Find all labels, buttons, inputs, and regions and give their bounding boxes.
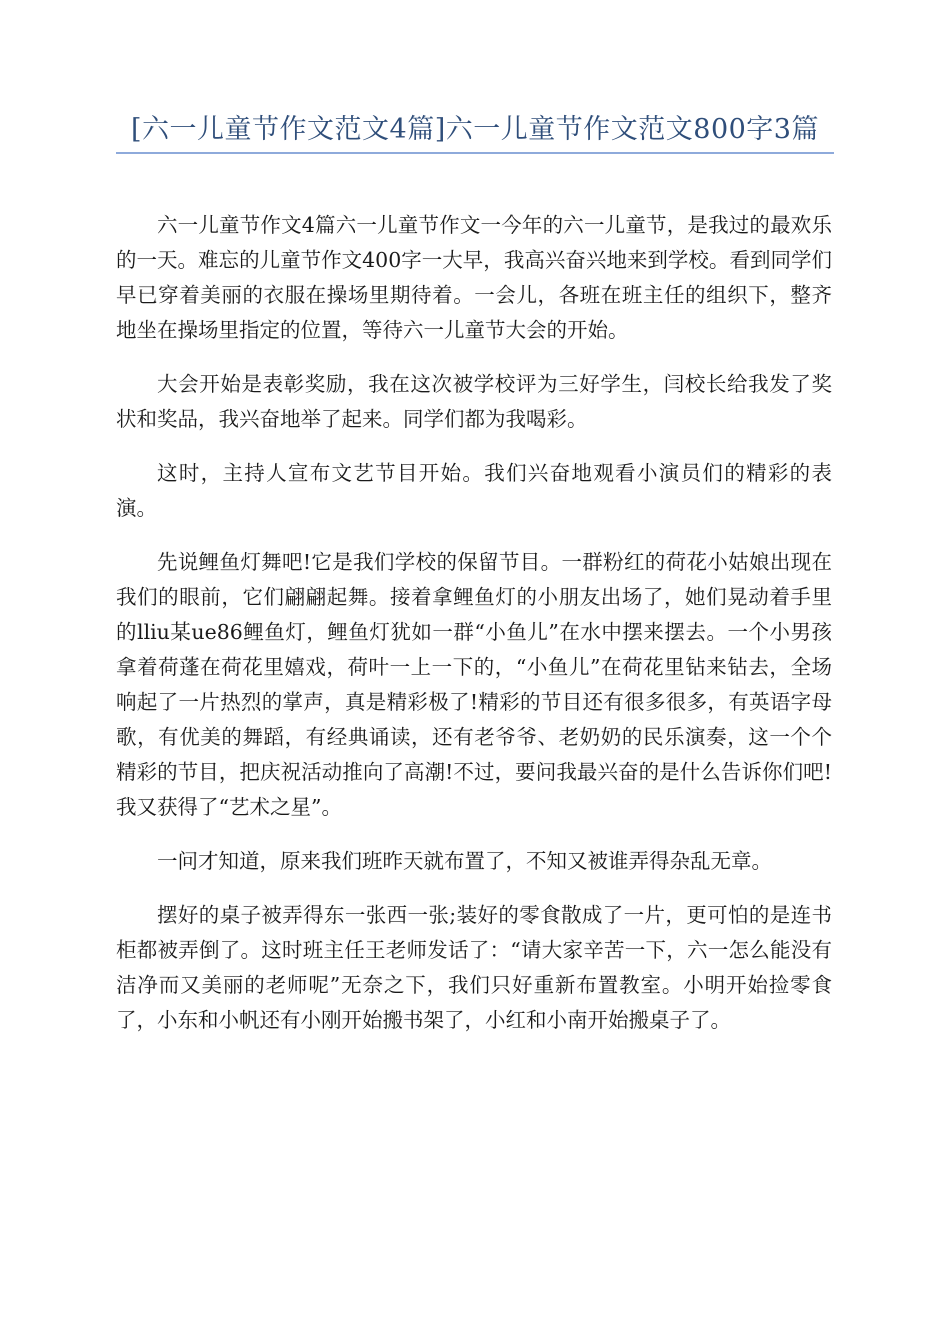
paragraph-5: 一问才知道，原来我们班昨天就布置了，不知又被谁弄得杂乱无章。 <box>157 849 772 873</box>
paragraph-4: 先说鲤鱼灯舞吧!它是我们学校的保留节目。一群粉红的荷花小姑娘出现在我们的眼前，它们翩翩起舞。接着拿鲤鱼灯的小朋友出场了，她们晃动着手里的lliu某ue86鲤鱼灯，鲤鱼灯犹如一群“小鱼儿”在水中摆来摆去。一个小男孩拿着荷蓬在荷花里嬉戏，荷叶一上一下的，“小鱼儿”在荷花里钻来钻去，全场响起了一片热烈的掌声，真是精彩极了!精彩的节目还有很多很多，有英语字母歌，有优美的舞蹈，有经典诵读，还有老爷爷、老奶奶的民乐演奏，这一个个精彩的节目，把庆祝活动推向了高潮!不过，要问我最兴奋的是什么告诉你们吧!我又获得了“艺术之星”。 <box>116 550 832 819</box>
paragraph-6: 摆好的桌子被弄得东一张西一张;装好的零食散成了一片，更可怕的是连书柜都被弄倒了。这时班主任王老师发话了：“请大家辛苦一下，六一怎么能没有洁净而又美丽的老师呢”无奈之下，我们只好重新布置教室。小明开始捡零食了，小东和小帆还有小刚开始搬书架了，小红和小南开始搬桌子了。 <box>116 903 832 1032</box>
document-body <box>116 208 832 1057</box>
paragraph-1: 六一儿童节作文4篇六一儿童节作文一今年的六一儿童节，是我过的最欢乐的一天。难忘的儿童节作文400字一大早，我高兴奋兴地来到学校。看到同学们早已穿着美丽的衣服在操场里期待着。一会儿，各班在班主任的组织下，整齐地坐在操场里指定的位置，等待六一儿童节大会的开始。 <box>116 213 832 342</box>
paragraph-2: 大会开始是表彰奖励，我在这次被学校评为三好学生，闫校长给我发了奖状和奖品，我兴奋地举了起来。同学们都为我喝彩。 <box>116 372 832 431</box>
paragraph-3: 这时，主持人宣布文艺节目开始。我们兴奋地观看小演员们的精彩的表演。 <box>116 461 832 520</box>
title-block <box>116 112 834 154</box>
document-title: [六一儿童节作文范文4篇]六一儿童节作文范文800字3篇 <box>131 114 819 145</box>
